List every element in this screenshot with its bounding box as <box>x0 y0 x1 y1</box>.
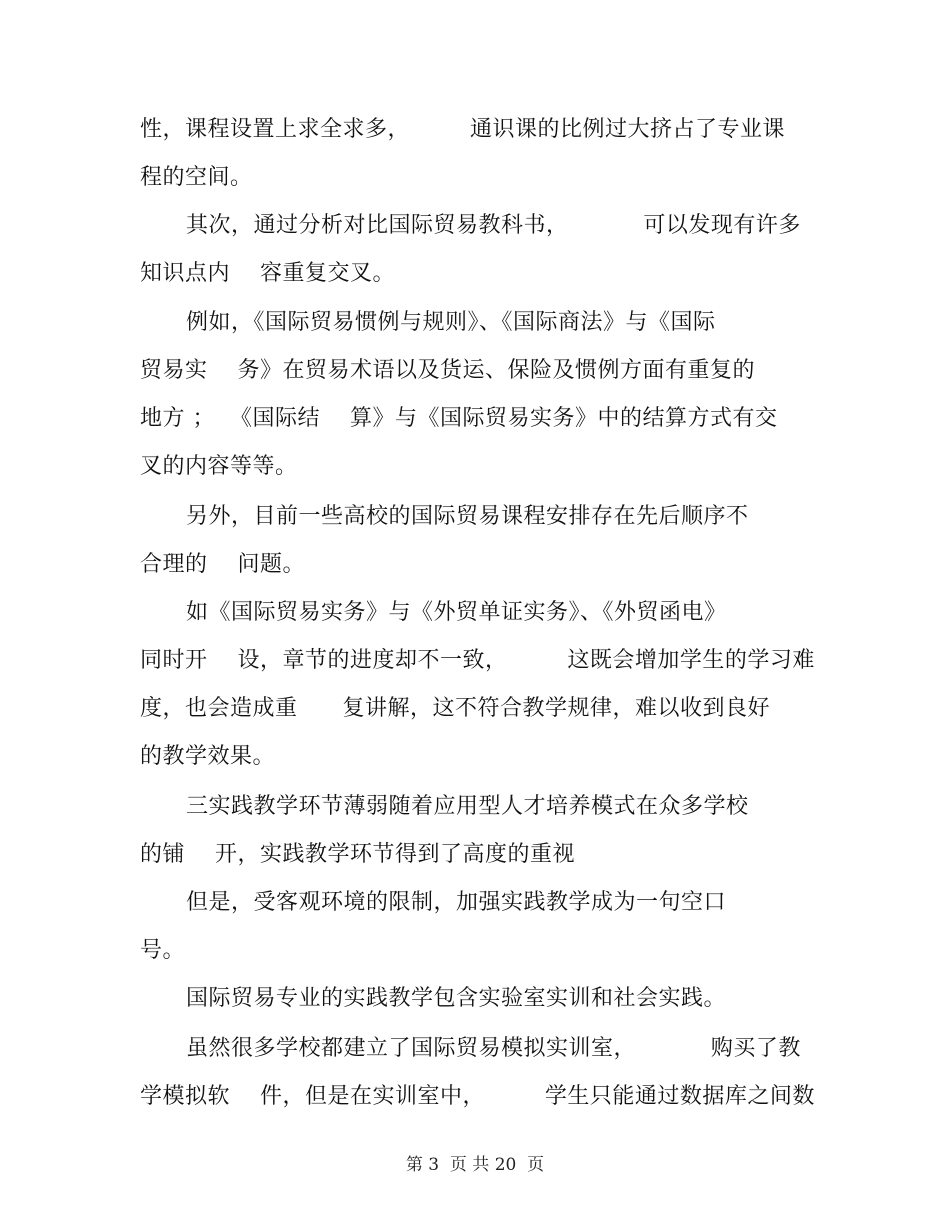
text-line: 其次，通过分析对比国际贸易教科书， 可以发现有许多 <box>186 213 801 238</box>
text-line: 三实践教学环节薄弱随着应用型人才培养模式在众多学校 <box>186 794 749 819</box>
text-line: 如《国际贸易实务》与《外贸单证实务》、《外贸函电》 <box>186 600 727 625</box>
text-line: 的教学效果。 <box>140 744 276 769</box>
text-line: 叉的内容等等。 <box>140 454 298 479</box>
text-line: 学模拟软 件，但是在实训室中， 学生只能通过数据库之间数 <box>140 1084 815 1109</box>
text-line: 同时开 设，章节的进度却不一致， 这既会增加学生的学习难 <box>140 648 815 673</box>
page-number-footer: 第 3 页 共 20 页 <box>405 1155 545 1175</box>
text-line: 的铺 开，实践教学环节得到了高度的重视 <box>140 842 575 867</box>
text-line: 国际贸易专业的实践教学包含实验室实训和社会实践。 <box>186 986 727 1011</box>
text-line: 性，课程设置上求全求多， 通识课的比例过大挤占了专业课 <box>140 117 785 142</box>
text-line: 例如，《国际贸易惯例与规则》、《国际商法》与《国际 <box>186 310 716 335</box>
text-line: 贸易实 务》在贸易术语以及货运、保险及惯例方面有重复的 <box>140 358 755 383</box>
text-line: 虽然很多学校都建立了国际贸易模拟实训室， 购买了教 <box>186 1036 801 1061</box>
text-line: 合理的 问题。 <box>140 552 305 577</box>
text-line: 程的空间。 <box>140 165 253 190</box>
text-line: 知识点内 容重复交叉。 <box>140 261 395 286</box>
text-line: 地方 ； 《国际结 算》与《国际贸易实务》中的结算方式有交 <box>140 406 778 431</box>
text-line: 另外，目前一些高校的国际贸易课程安排存在先后顺序不 <box>186 504 749 529</box>
text-line: 度，也会造成重 复讲解，这不符合教学规律，难以收到良好 <box>140 696 770 721</box>
text-line: 但是，受客观环境的限制，加强实践教学成为一句空口 <box>186 890 727 915</box>
text-line: 号。 <box>140 938 186 963</box>
